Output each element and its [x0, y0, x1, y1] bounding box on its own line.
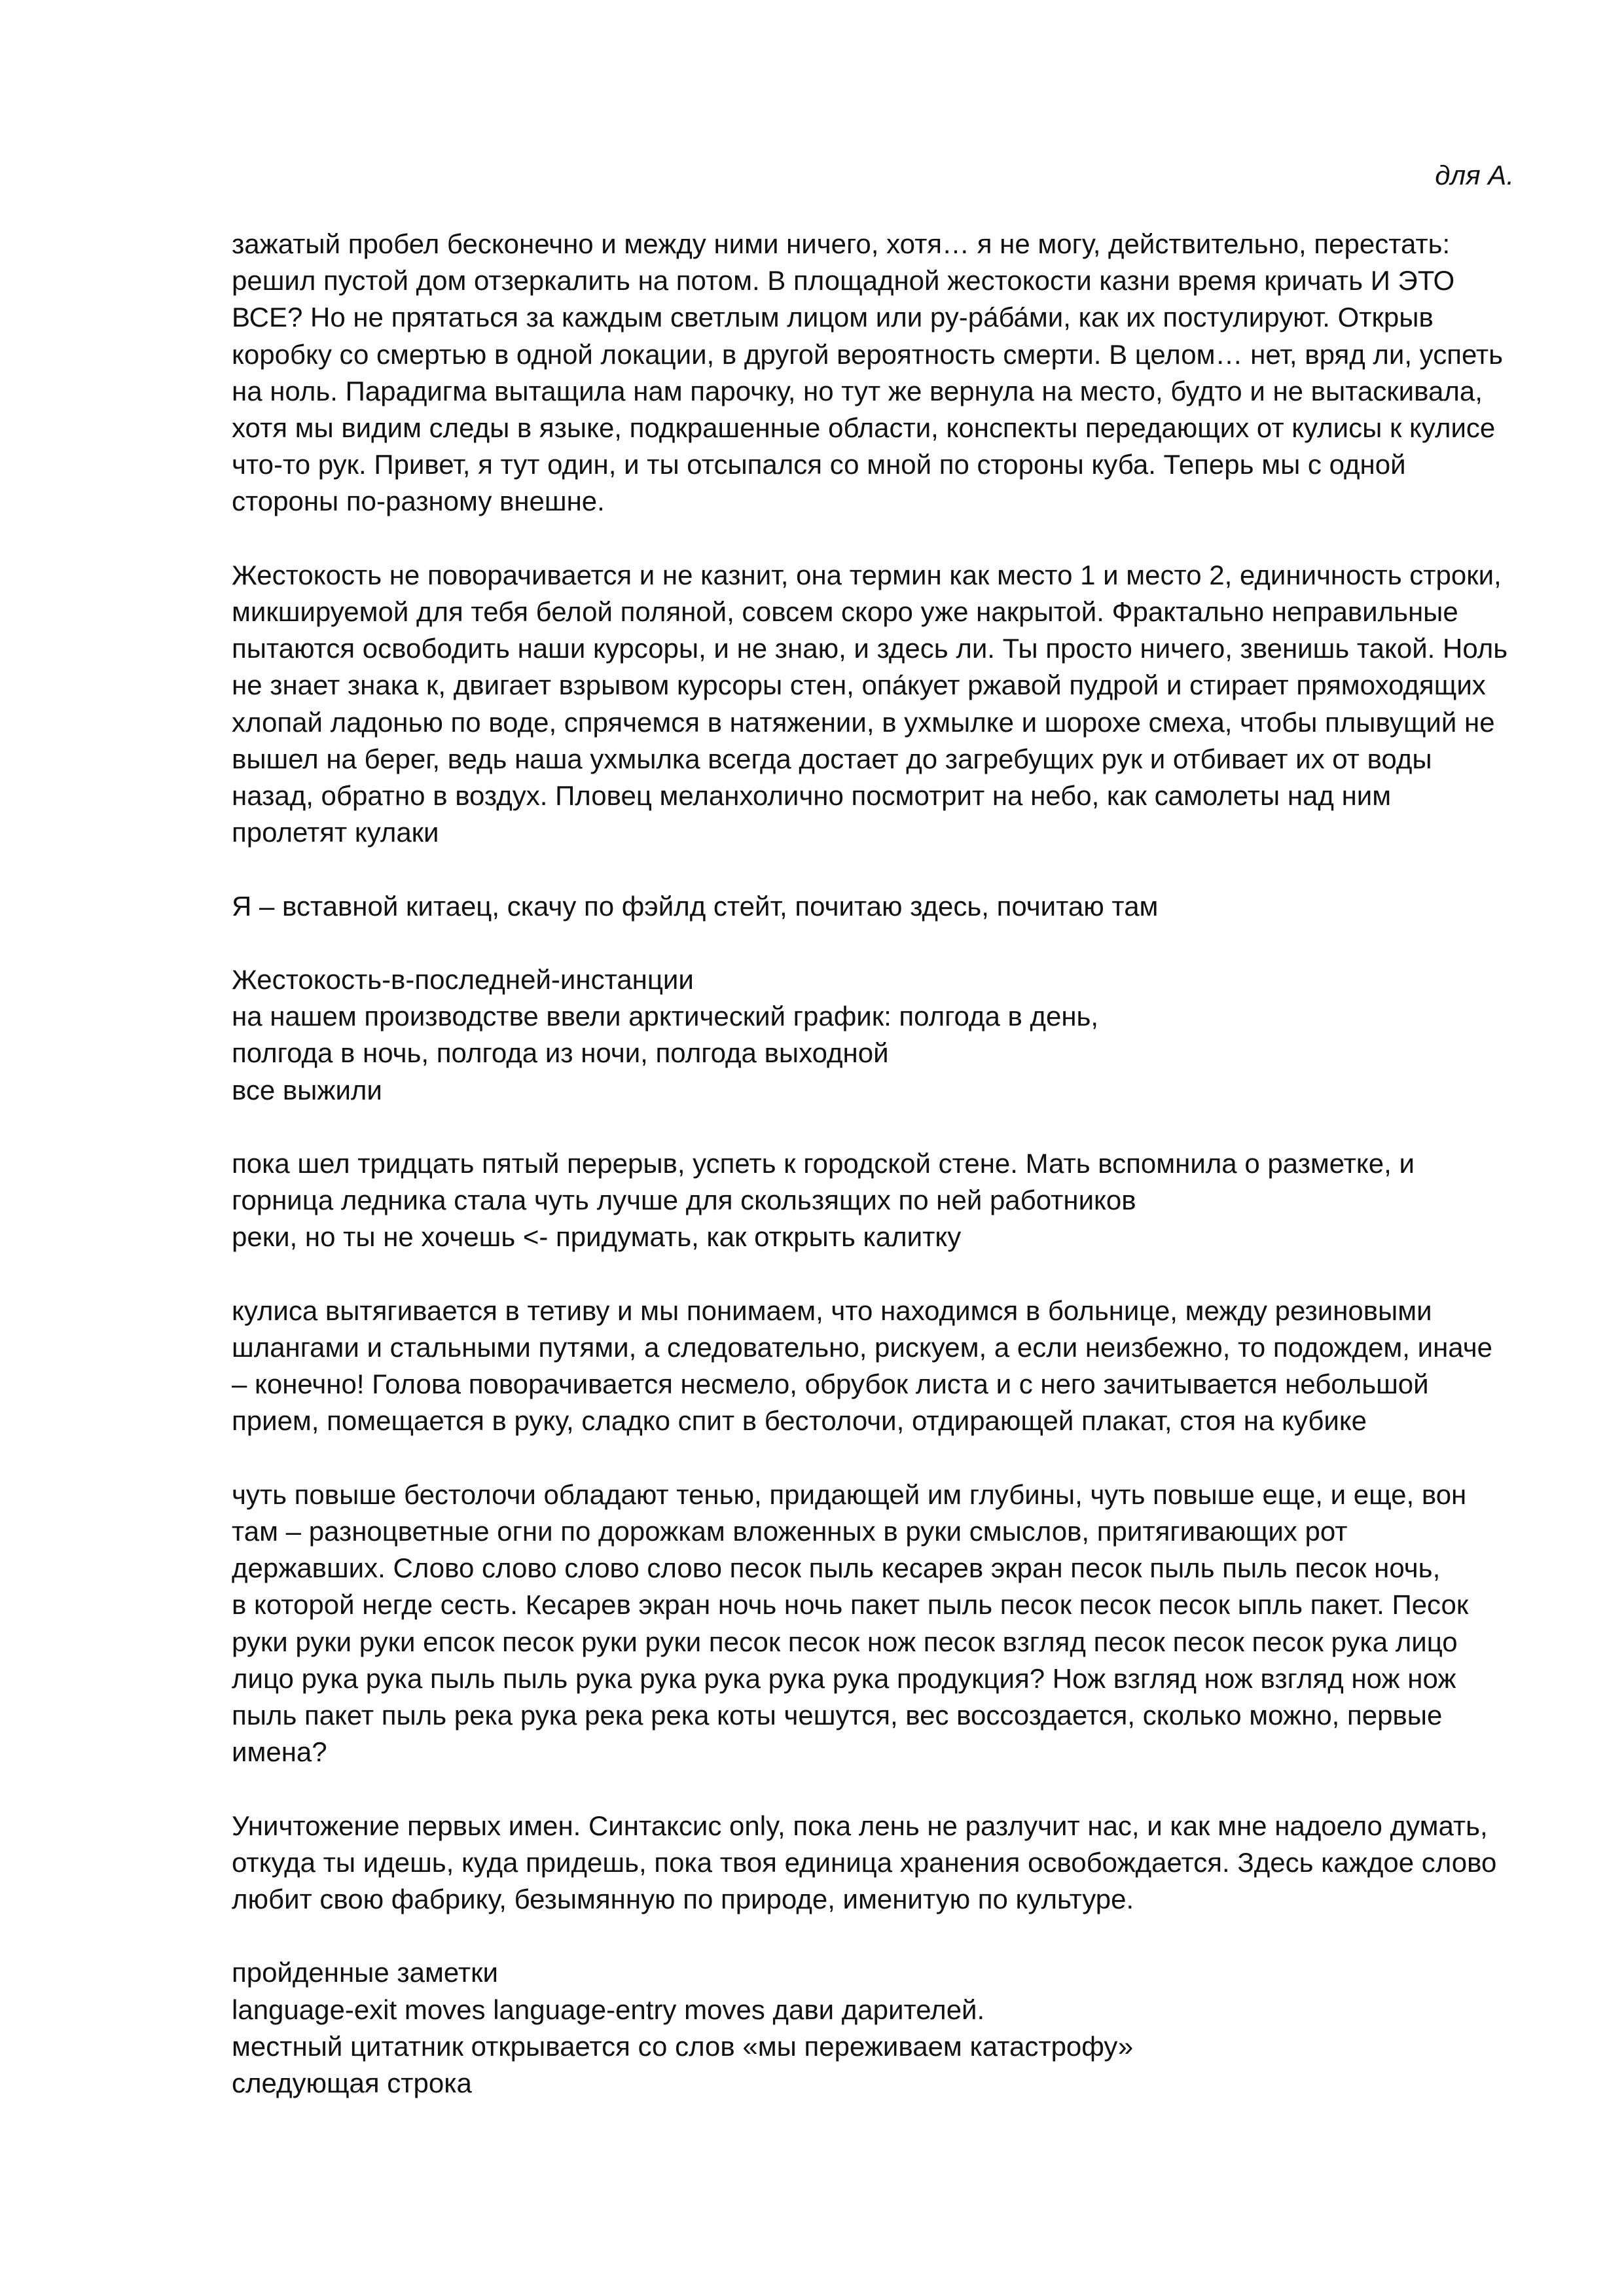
text-line: шлангами и стальными путями, а следовательно, рискуем, а если неизбежно, то подождем, иначе	[232, 1332, 1492, 1363]
text-line: реки, но ты не хочешь <- придумать, как открыть калитку	[232, 1221, 962, 1253]
text-line: пройденные заметки	[232, 1957, 498, 1988]
text-line: прием, помещается в руку, сладко спит в бестолочи, отдирающей плакат, стоя на кубике	[232, 1405, 1367, 1437]
text-line: Уничтожение первых имен. Синтаксис only, пока лень не разлучит нас, и как мне надоело думать,	[232, 1810, 1488, 1841]
text-line: коробку со смертью в одной локации, в другой вероятность смерти. В целом… нет, вряд ли, успеть	[232, 338, 1504, 370]
text-line: пыль пакет пыль река рука река река коты чешутся, вес воссоздается, сколько можно, первые	[232, 1700, 1443, 1731]
paragraph	[232, 557, 1515, 852]
paragraph	[232, 888, 1515, 925]
paragraph	[232, 1954, 1515, 2102]
text-line: откуда ты идешь, куда придешь, пока твоя единица хранения освобождается. Здесь каждое слово	[232, 1846, 1497, 1878]
text-line: Жестокость не поворачивается и не казнит, она термин как место 1 и место 2, единичность строки,	[232, 559, 1502, 590]
text-line: пролетят кулаки	[232, 817, 439, 848]
text-line: Жестокость-в-последней-инстанции	[232, 964, 694, 996]
text-line: пытаются освободить наши курсоры, и не знаю, и здесь ли. Ты просто ничего, звенишь такой. Ноль	[232, 633, 1508, 664]
text-line: полгода в ночь, полгода из ночи, полгода выходной	[232, 1037, 889, 1069]
text-line: в которой негде сесть. Кесарев экран ночь ночь пакет пыль песок песок песок ыпль пакет. Песок	[232, 1589, 1469, 1621]
text-line: не знает знака к, двигает взрывом курсоры стен, опа́кует ржавой пудрой и стирает прямоходящих	[232, 670, 1486, 701]
text-line: все выжили	[232, 1074, 382, 1105]
paragraph	[232, 226, 1515, 520]
text-line: следующая строка	[232, 2068, 472, 2099]
text-line: – конечно! Голова поворачивается несмело, обрубок листа и с него зачитывается небольшой	[232, 1369, 1429, 1400]
paragraph	[232, 1808, 1515, 1918]
text-line: на нашем производстве ввели арктический график: полгода в день,	[232, 1001, 1099, 1032]
text-line: ВСЕ? Но не прятаться за каждым светлым лицом или ру-ра́ба́ми, как их постулируют. Открыв	[232, 302, 1434, 333]
text-line: горница ледника стала чуть лучше для скользящих по ней работников	[232, 1185, 1136, 1216]
text-line: кулиса вытягивается в тетиву и мы понимаем, что находимся в больнице, между резиновыми	[232, 1295, 1432, 1326]
dedication: для А.	[1435, 160, 1514, 190]
text-line: руки руки руки епсок песок руки руки песок песок нож песок взгляд песок песок песок рука лицо	[232, 1626, 1458, 1657]
paragraph	[232, 1477, 1515, 1771]
document-body	[232, 226, 1515, 2138]
text-line: Я – вставной китаец, скачу по фэйлд стейт, почитаю здесь, почитаю там	[232, 890, 1159, 922]
text-line: микшируемой для тебя белой поляной, совсем скоро уже накрытой. Фрактально неправильные	[232, 596, 1458, 628]
text-line: пока шел тридцать пятый перерыв, успеть к городской стене. Мать вспомнила о разметке, и	[232, 1148, 1415, 1179]
paragraph	[232, 961, 1515, 1109]
text-line: вышел на берег, ведь наша ухмылка всегда достает до загребущих рук и отбивает их от воды	[232, 743, 1432, 774]
text-line: державших. Слово слово слово слово песок пыль кесарев экран песок пыль пыль песок ночь,	[232, 1552, 1441, 1584]
text-line: там – разноцветные огни по дорожкам вложенных в руки смыслов, притягивающих рот	[232, 1516, 1348, 1547]
text-line: на ноль. Парадигма вытащила нам парочку, но тут же вернула на место, будто и не вытаскивала,	[232, 375, 1483, 406]
text-line: стороны по-разному внешне.	[232, 486, 605, 517]
text-line: местный цитатник открывается со слов «мы переживаем катастрофу»	[232, 2030, 1134, 2062]
text-line: любит свою фабрику, безымянную по природе, именитую по культуре.	[232, 1884, 1134, 1915]
text-line: лицо рука рука пыль пыль рука рука рука рука рука продукция? Нож взгляд нож взгляд нож нож	[232, 1662, 1456, 1694]
text-line: что-то рук. Привет, я тут один, и ты отсыпался со мной по стороны куба. Теперь мы с одной	[232, 449, 1406, 480]
text-line: имена?	[232, 1736, 327, 1768]
text-line: назад, обратно в воздух. Пловец меланхолично посмотрит на небо, как самолеты над ним	[232, 780, 1392, 812]
text-line: зажатый пробел бесконечно и между ними ничего, хотя… я не могу, действительно, перестать:	[232, 228, 1451, 259]
text-line: решил пустой дом отзеркалить на потом. В площадной жестокости казни время кричать И ЭТО	[232, 265, 1455, 296]
text-line: language-exit moves language-entry moves дави дарителей.	[232, 1994, 985, 2025]
text-line: хотя мы видим следы в языке, подкрашенные области, конспекты передающих от кулисы к кулисе	[232, 412, 1496, 444]
paragraph	[232, 1293, 1515, 1440]
text-line: хлопай ладонью по воде, спрячемся в натяжении, в ухмылке и шорохе смеха, чтобы плывущий не	[232, 706, 1495, 738]
paragraph	[232, 1145, 1515, 1256]
text-line: чуть повыше бестолочи обладают тенью, придающей им глубины, чуть повыше еще, и еще, вон	[232, 1479, 1467, 1510]
